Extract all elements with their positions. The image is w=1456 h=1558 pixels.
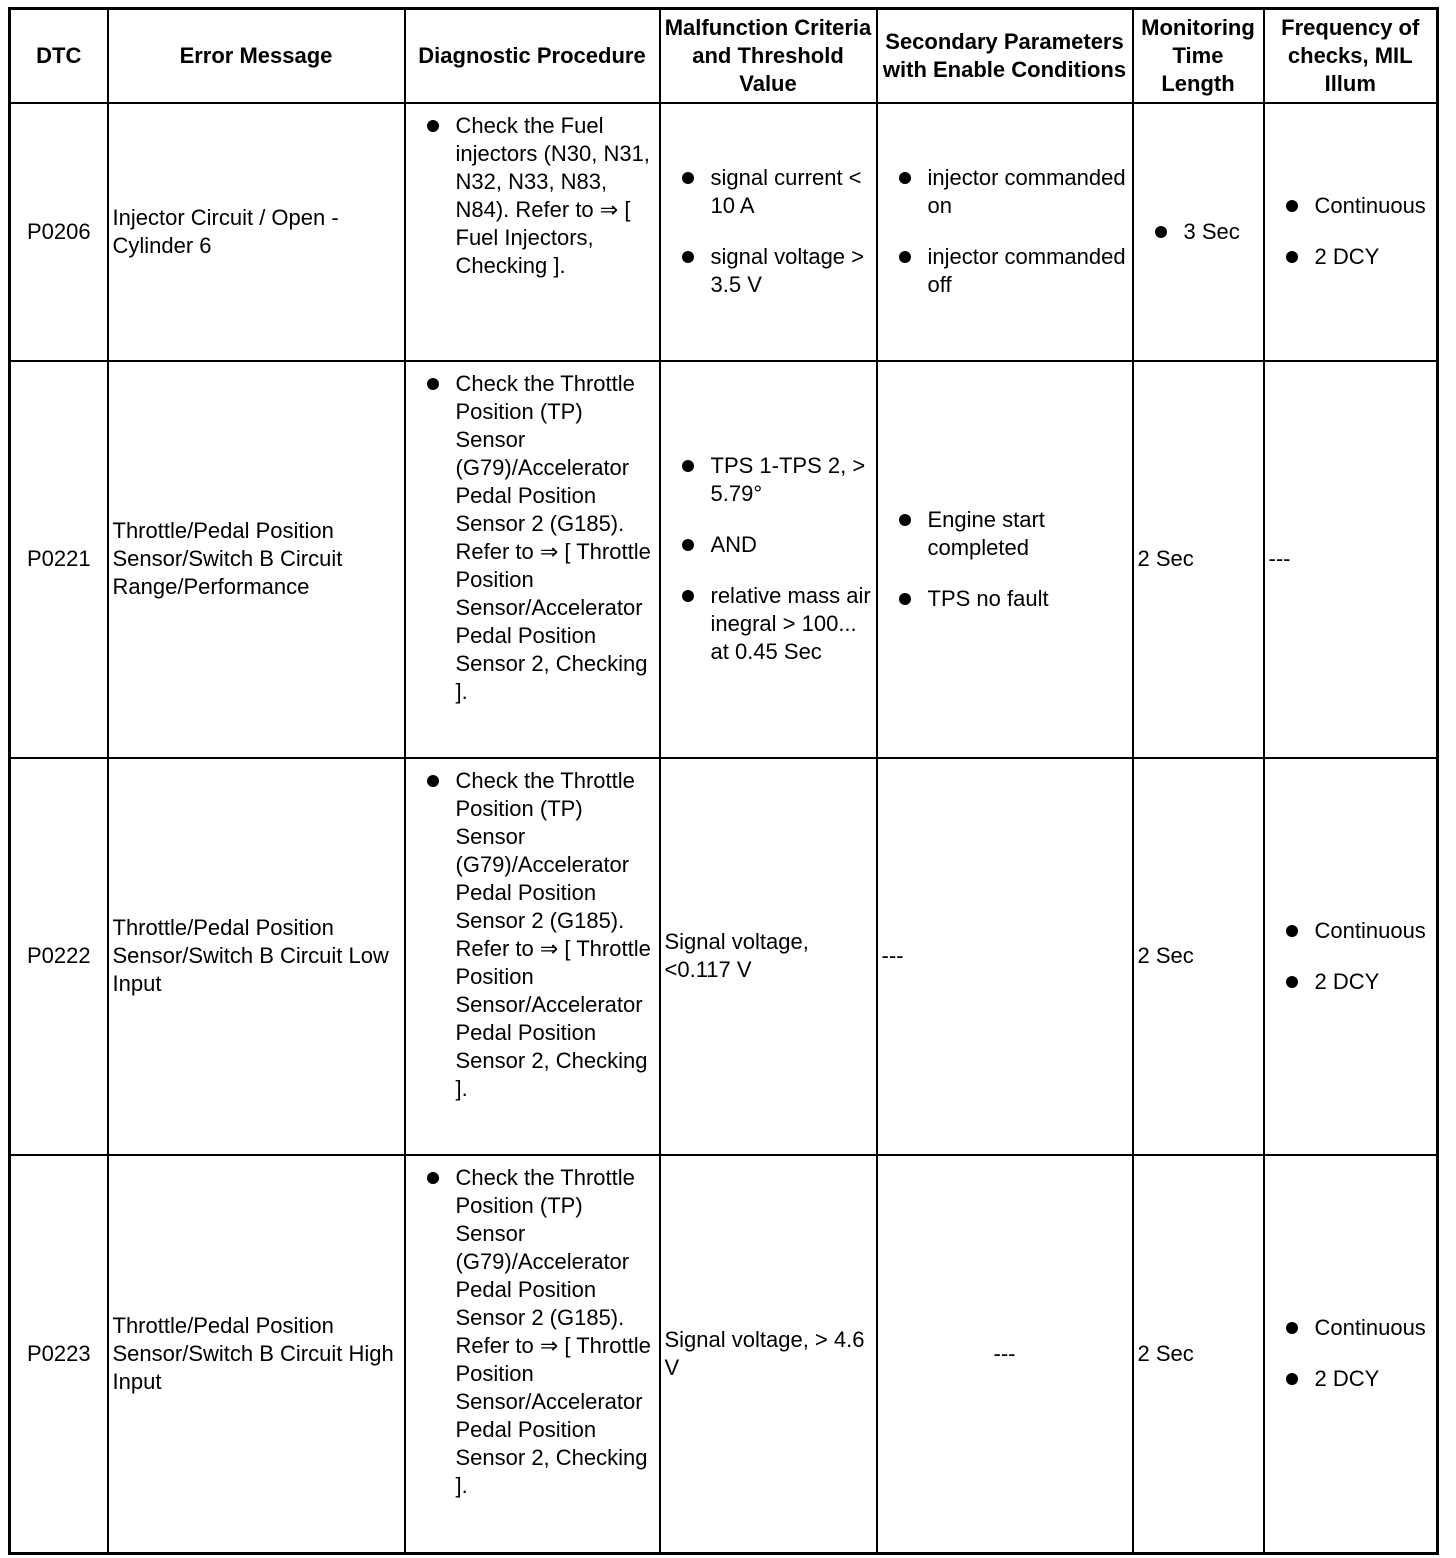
header-error-message: Error Message (108, 9, 405, 103)
procedure-text: Check the Throttle Position (TP) Sensor (G79)/Accelerator Pedal Position Sensor 2 (G185). Refer to ⇒ [ Throttle Position Sensor/Accelerator Pedal Position Sensor 2, Checking ]. (455, 767, 651, 1101)
list-item (661, 582, 876, 666)
table-row (10, 361, 1438, 758)
bullet-icon (1286, 1373, 1298, 1385)
secondary-parameters: --- (877, 1155, 1133, 1554)
bullet-icon (427, 120, 439, 132)
criteria-text: TPS 1-TPS 2, > 5.79° (710, 453, 866, 506)
list-item (406, 1164, 659, 1500)
bullet-icon (682, 539, 694, 551)
bullet-icon (899, 593, 911, 605)
list-item (661, 243, 876, 299)
bullet-icon (899, 172, 911, 184)
dtc-table (8, 7, 1439, 1555)
procedure-text: Check the Throttle Position (TP) Sensor (G79)/Accelerator Pedal Position Sensor 2 (G185). Refer to ⇒ [ Throttle Position Sensor/Accelerator Pedal Position Sensor 2, Checking ]. (455, 370, 651, 704)
frequency-text: 2 DCY (1314, 968, 1380, 994)
malfunction-criteria (660, 361, 877, 758)
bullet-icon (427, 378, 439, 390)
header-monitoring-time: Monitoring Time Length (1133, 9, 1264, 103)
malfunction-criteria: Signal voltage, > 4.6 V (660, 1155, 877, 1554)
frequency-text: Continuous (1314, 1315, 1426, 1341)
list-item (406, 370, 659, 706)
bullet-icon (1286, 1322, 1298, 1334)
malfunction-criteria (660, 103, 877, 361)
dtc-code: P0223 (10, 1155, 108, 1554)
secondary-text: injector commanded off (927, 244, 1126, 297)
bullet-icon (899, 251, 911, 263)
header-diagnostic-procedure: Diagnostic Procedure (405, 9, 660, 103)
list-item (1265, 968, 1437, 996)
procedure-text: Check the Fuel injectors (N30, N31, N32, N33, N83, N84). Refer to ⇒ [ Fuel Injectors, Checking ]. (455, 112, 650, 278)
secondary-parameters (877, 361, 1133, 758)
dtc-code: P0221 (10, 361, 108, 758)
monitoring-time: 2 Sec (1133, 361, 1264, 758)
list-item (406, 767, 659, 1103)
bullet-icon (1286, 251, 1298, 263)
procedure-text: Check the Throttle Position (TP) Sensor (G79)/Accelerator Pedal Position Sensor 2 (G185). Refer to ⇒ [ Throttle Position Sensor/Accelerator Pedal Position Sensor 2, Checking ]. (455, 1164, 651, 1498)
bullet-icon (1286, 925, 1298, 937)
bullet-icon (682, 460, 694, 472)
table-row (10, 758, 1438, 1155)
bullet-icon (427, 775, 439, 787)
frequency: --- (1264, 361, 1438, 758)
secondary-parameters: --- (877, 758, 1133, 1155)
monitoring-text: 3 Sec (1183, 218, 1240, 244)
frequency (1264, 103, 1438, 361)
header-frequency: Frequency of checks, MIL Illum (1264, 9, 1438, 103)
bullet-icon (1155, 226, 1167, 238)
table-row (10, 103, 1438, 361)
list-item (661, 452, 876, 508)
frequency-text: 2 DCY (1314, 1366, 1380, 1392)
bullet-icon (899, 514, 911, 526)
list-item (1265, 1314, 1437, 1342)
dtc-code: P0222 (10, 758, 108, 1155)
secondary-text: Engine start completed (927, 506, 1045, 560)
dtc-code: P0206 (10, 103, 108, 361)
bullet-icon (682, 590, 694, 602)
list-item (878, 585, 1132, 613)
secondary-text: injector commanded on (927, 165, 1126, 218)
error-message: Throttle/Pedal Position Sensor/Switch B Circuit High Input (108, 1155, 405, 1554)
criteria-text: AND (710, 532, 757, 557)
malfunction-criteria: Signal voltage, <0.117 V (660, 758, 877, 1155)
list-item (878, 506, 1132, 562)
frequency-text: Continuous (1314, 917, 1426, 943)
frequency (1264, 758, 1438, 1155)
criteria-text: signal voltage > 3.5 V (710, 244, 864, 297)
list-item (1265, 917, 1437, 945)
bullet-icon (427, 1172, 439, 1184)
header-dtc: DTC (10, 9, 108, 103)
list-item (878, 164, 1132, 220)
error-message: Injector Circuit / Open - Cylinder 6 (108, 103, 405, 361)
diagnostic-procedure (405, 103, 660, 361)
diagnostic-procedure (405, 758, 660, 1155)
diagnostic-procedure (405, 361, 660, 758)
list-item (1265, 1365, 1437, 1393)
monitoring-time: 2 Sec (1133, 758, 1264, 1155)
frequency-text: 2 DCY (1314, 244, 1380, 269)
list-item (878, 243, 1132, 299)
table-header-row (10, 9, 1438, 103)
bullet-icon (1286, 200, 1298, 212)
bullet-icon (1286, 976, 1298, 988)
secondary-parameters (877, 103, 1133, 361)
list-item (1134, 218, 1263, 246)
bullet-icon (682, 251, 694, 263)
criteria-text: relative mass air inegral > 100... at 0.45 Sec (710, 583, 871, 664)
list-item (661, 164, 876, 220)
error-message: Throttle/Pedal Position Sensor/Switch B Circuit Low Input (108, 758, 405, 1155)
header-secondary-parameters: Secondary Parameters with Enable Conditions (877, 9, 1133, 103)
frequency-text: Continuous (1314, 193, 1426, 218)
list-item (1265, 243, 1437, 271)
list-item (406, 112, 659, 280)
monitoring-time (1133, 103, 1264, 361)
criteria-text: signal current < 10 A (710, 165, 862, 218)
header-malfunction-criteria: Malfunction Criteria and Threshold Value (660, 9, 877, 103)
monitoring-time: 2 Sec (1133, 1155, 1264, 1554)
secondary-text: TPS no fault (927, 585, 1049, 611)
list-item (1265, 192, 1437, 220)
bullet-icon (682, 172, 694, 184)
frequency (1264, 1155, 1438, 1554)
list-item (661, 531, 876, 559)
error-message: Throttle/Pedal Position Sensor/Switch B Circuit Range/Performance (108, 361, 405, 758)
diagnostic-procedure (405, 1155, 660, 1554)
table-row (10, 1155, 1438, 1554)
